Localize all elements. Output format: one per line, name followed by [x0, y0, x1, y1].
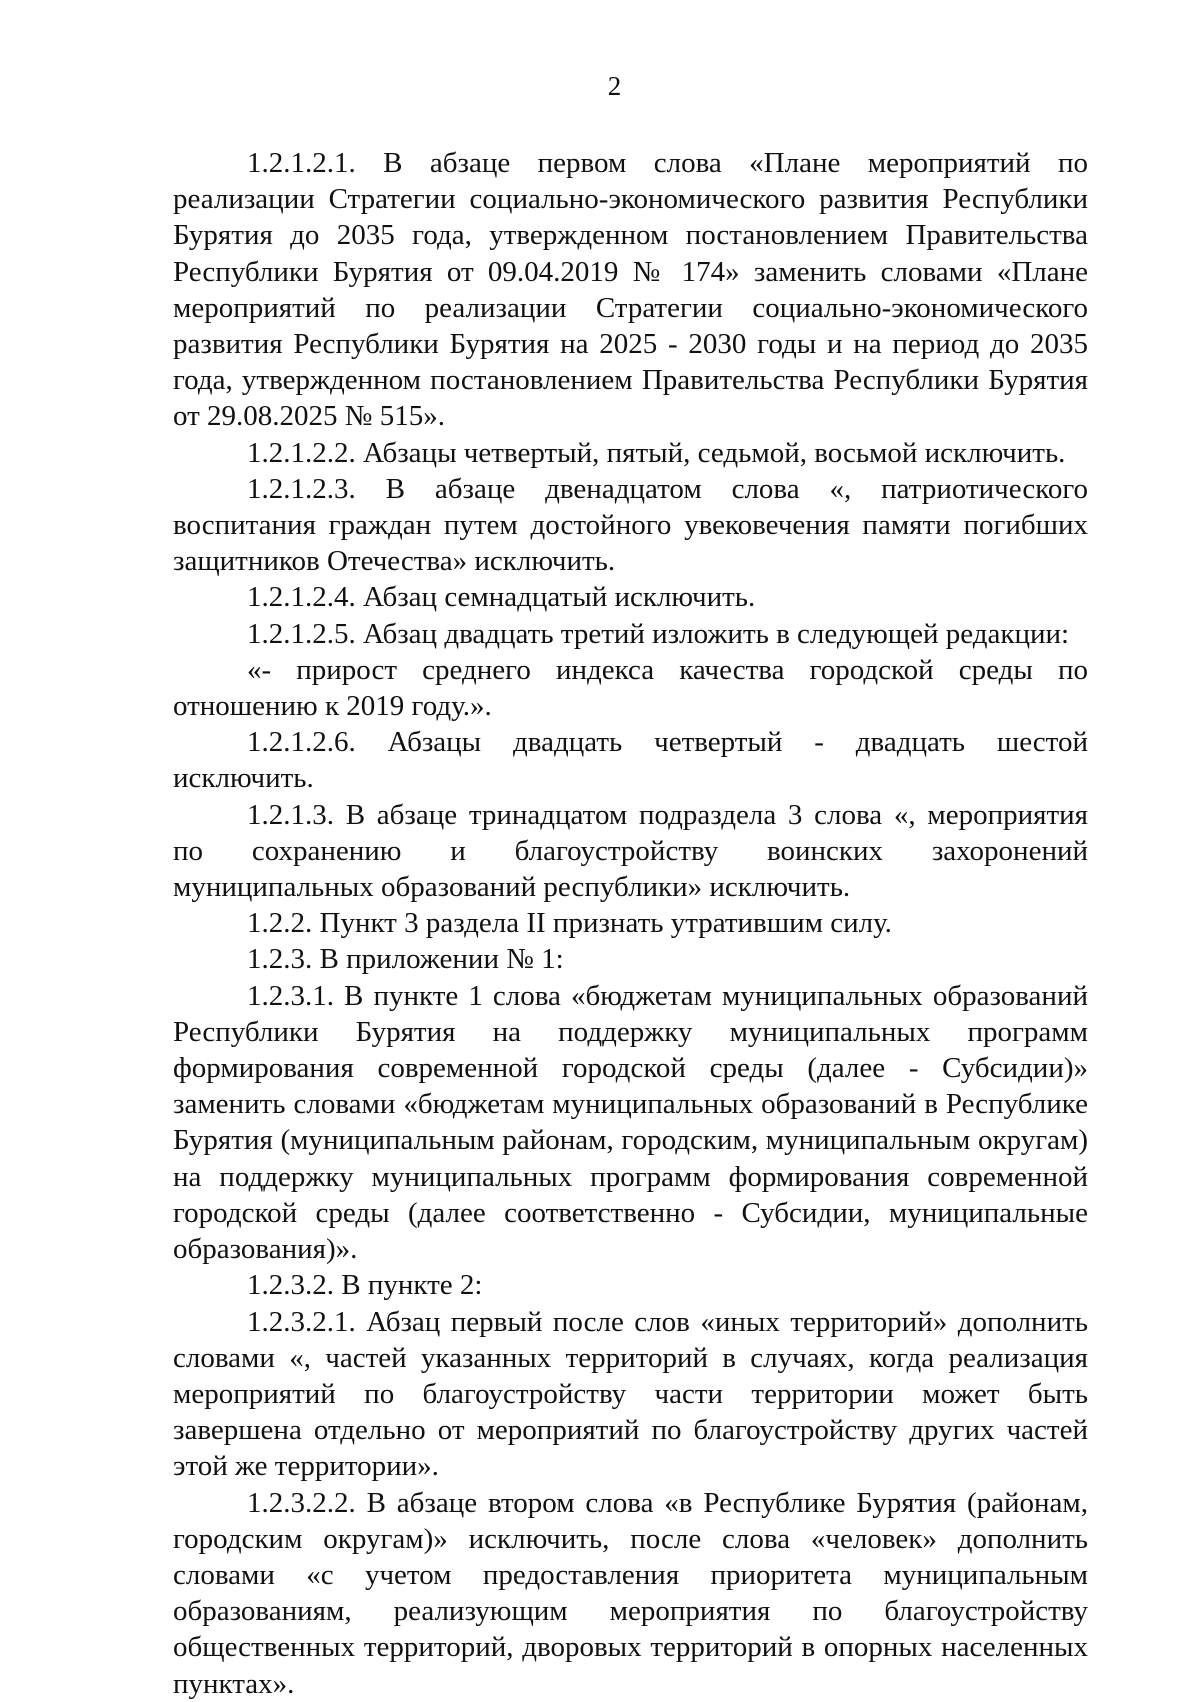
paragraph-1-2-1-2-6: 1.2.1.2.6. Абзацы двадцать четвертый - двадцать шестой исключить. [173, 726, 1088, 795]
paragraph-1-2-3-2-1: 1.2.3.2.1. Абзац первый после слов «иных территорий» дополнить словами «, частей указанных территорий в случаях, когда реализация мероприятий по благоустройству части территории может быть завершена отдельно от мероприятий по благоустройству других частей этой же территории». [173, 1305, 1088, 1483]
paragraph-1-2-1-2-3: 1.2.1.2.3. В абзаце двенадцатом слова «, патриотического воспитания граждан путем достойного увековечения памяти погибших защитников Отечества» исключить. [173, 472, 1088, 578]
paragraph-1-2-1-2-2: 1.2.1.2.2. Абзацы четвертый, пятый, седьмой, восьмой исключить. [247, 436, 1066, 469]
page-number: 2 [607, 71, 622, 101]
paragraph-1-2-3-1: 1.2.3.1. В пункте 1 слова «бюджетам муниципальных образований Республики Бурятия на поддержку муниципальных программ формирования современной городской среды (далее - Субсидии)» заменить словами «бюджетам муниципальных образований в Республике Бурятия (муниципальным районам, городским, муниципальным округам) на поддержку муниципальных программ формирования современной городской среды (далее соответственно - Субсидии, муниципальные образования)». [173, 979, 1088, 1266]
document-body [173, 145, 1088, 1702]
paragraph-1-2-1-2-5: 1.2.1.2.5. Абзац двадцать третий изложить в следующей редакции: [247, 617, 1070, 650]
paragraph-1-2-1-2-4: 1.2.1.2.4. Абзац семнадцатый исключить. [247, 581, 756, 614]
paragraph-1-2-3: 1.2.3. В приложении № 1: [247, 943, 564, 976]
paragraph-quoted-text: «- прирост среднего индекса качества городской среды по отношению к 2019 году.». [173, 653, 1088, 723]
paragraph-1-2-3-2-2: 1.2.3.2.2. В абзаце втором слова «в Республике Бурятия (районам, городским округам)» исключить, после слова «человек» дополнить словами «с учетом предоставления приоритета муниципальным образованиям, реализующим мероприятия по благоустройству общественных территорий, дворовых территорий в опорных населенных пунктах». [173, 1486, 1088, 1700]
paragraph-1-2-3-2: 1.2.3.2. В пункте 2: [247, 1269, 483, 1302]
paragraph-1-2-2: 1.2.2. Пункт 3 раздела II признать утратившим силу. [247, 907, 892, 940]
paragraph-1-2-1-3: 1.2.1.3. В абзаце тринадцатом подраздела 3 слова «, мероприятия по сохранению и благоустройству воинских захоронений муниципальных образований республики» исключить. [173, 798, 1088, 904]
paragraph-1-2-1-2-1: 1.2.1.2.1. В абзаце первом слова «Плане мероприятий по реализации Стратегии социально-экономического развития Республики Бурятия до 2035 года, утвержденном постановлением Правительства Республики Бурятия от 09.04.2019 № 174» заменить словами «Плане мероприятий по реализации Стратегии социально-экономического развития Республики Бурятия на 2025 - 2030 годы и на период до 2035 года, утвержденном постановлением Правительства Республики Бурятия от 29.08.2025 № 515». [173, 147, 1088, 433]
